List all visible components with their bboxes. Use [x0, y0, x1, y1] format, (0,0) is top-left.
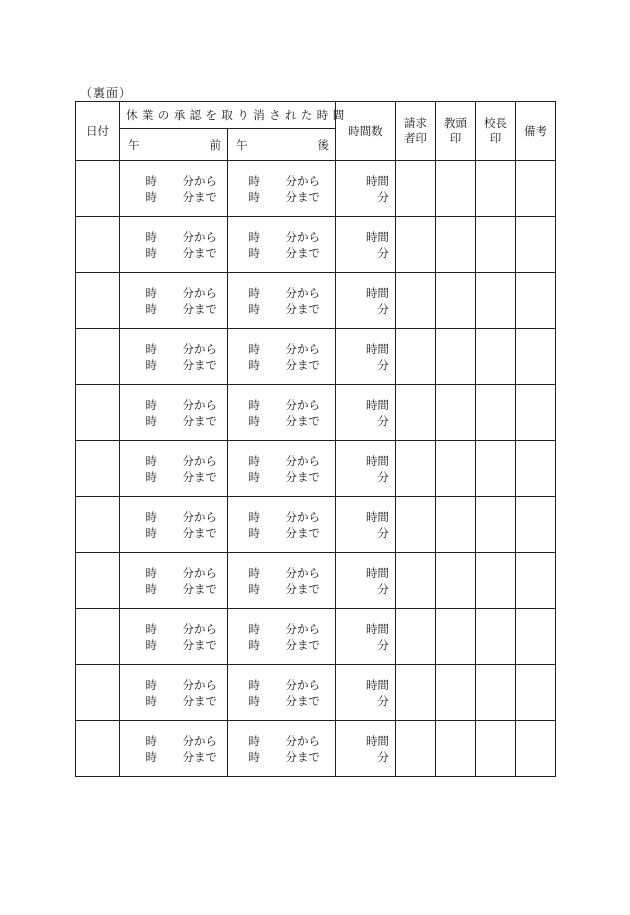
pm-time-cell[interactable]	[228, 385, 336, 441]
am-to-line	[125, 581, 227, 597]
pm-to-hour: 時	[248, 637, 260, 652]
header-requester-seal	[396, 102, 436, 161]
pm-to-hour: 時	[248, 749, 260, 764]
pm-to-line	[228, 245, 335, 261]
am-to-hour: 時	[145, 693, 157, 708]
am-to-hour: 時	[145, 189, 157, 204]
pm-to-hour: 時	[248, 357, 260, 372]
minutes-label: 分	[377, 525, 390, 540]
pm-to-line	[228, 357, 335, 373]
am-from-minute: 分から	[182, 341, 217, 356]
table-row	[76, 553, 556, 609]
am-to-hour: 時	[145, 637, 157, 652]
hours-cell[interactable]	[336, 553, 396, 609]
header-vice-principal-seal	[436, 102, 476, 161]
requester-seal-cell[interactable]	[396, 273, 436, 329]
pm-to-hour: 時	[248, 469, 260, 484]
principal-seal-cell[interactable]	[476, 161, 516, 217]
am-from-line	[125, 173, 227, 189]
pm-from-minute: 分から	[285, 621, 320, 636]
hours-label: 時間	[366, 733, 390, 748]
am-from-minute: 分から	[182, 397, 217, 412]
pm-time-cell[interactable]	[228, 217, 336, 273]
am-to-line	[125, 245, 227, 261]
minutes-label: 分	[377, 189, 390, 204]
hours-cell[interactable]	[336, 385, 396, 441]
pm-from-minute: 分から	[285, 341, 320, 356]
header-principal-seal	[476, 102, 516, 161]
am-from-line	[125, 733, 227, 749]
pm-from-minute: 分から	[285, 285, 320, 300]
pm-from-line	[228, 229, 335, 245]
pm-to-line	[228, 525, 335, 541]
am-to-hour: 時	[145, 245, 157, 260]
hours-label: 時間	[366, 229, 390, 244]
principal-seal-cell[interactable]	[476, 497, 516, 553]
am-time-cell[interactable]	[120, 217, 228, 273]
am-to-minute: 分まで	[182, 693, 217, 708]
date-cell[interactable]	[76, 161, 120, 217]
header-vice-principal-seal-line1: 教頭	[444, 116, 468, 130]
date-cell[interactable]	[76, 273, 120, 329]
pm-to-minute: 分まで	[285, 525, 320, 540]
header-requester-seal-line1: 請求	[404, 116, 428, 130]
am-from-line	[125, 341, 227, 357]
pm-from-minute: 分から	[285, 677, 320, 692]
principal-seal-cell[interactable]	[476, 609, 516, 665]
pm-to-line	[228, 581, 335, 597]
pm-time-cell[interactable]	[228, 273, 336, 329]
header-am-left: 午	[128, 137, 140, 152]
pm-to-line	[228, 301, 335, 317]
am-from-hour: 時	[145, 229, 157, 244]
principal-seal-cell[interactable]	[476, 329, 516, 385]
pm-to-minute: 分まで	[285, 301, 320, 316]
header-approval-cancel: 休業の承認を取り消された時間	[120, 102, 336, 129]
am-to-minute: 分まで	[182, 189, 217, 204]
requester-seal-cell[interactable]	[396, 217, 436, 273]
hours-cell[interactable]	[336, 609, 396, 665]
header-hours: 時間数	[336, 102, 396, 161]
table-row	[76, 329, 556, 385]
date-cell[interactable]	[76, 329, 120, 385]
pm-to-line	[228, 413, 335, 429]
pm-to-line	[228, 469, 335, 485]
remarks-cell[interactable]	[516, 441, 556, 497]
hours-label: 時間	[366, 341, 390, 356]
requester-seal-cell[interactable]	[396, 385, 436, 441]
am-to-minute: 分まで	[182, 245, 217, 260]
hours-label: 時間	[366, 621, 390, 636]
am-from-hour: 時	[145, 397, 157, 412]
pm-from-minute: 分から	[285, 453, 320, 468]
pm-from-line	[228, 173, 335, 189]
date-cell[interactable]	[76, 609, 120, 665]
header-row-1	[76, 102, 556, 129]
am-from-hour: 時	[145, 509, 157, 524]
am-to-line	[125, 301, 227, 317]
table-row	[76, 385, 556, 441]
am-from-minute: 分から	[182, 509, 217, 524]
vice-principal-seal-cell[interactable]	[436, 329, 476, 385]
pm-time-cell[interactable]	[228, 497, 336, 553]
pm-from-minute: 分から	[285, 565, 320, 580]
vice-principal-seal-cell[interactable]	[436, 161, 476, 217]
pm-time-cell[interactable]	[228, 161, 336, 217]
header-principal-seal-line1: 校長	[484, 116, 508, 130]
hours-cell[interactable]	[336, 217, 396, 273]
pm-to-minute: 分まで	[285, 693, 320, 708]
am-from-minute: 分から	[182, 285, 217, 300]
table-row	[76, 273, 556, 329]
pm-to-minute: 分まで	[285, 581, 320, 596]
vice-principal-seal-cell[interactable]	[436, 553, 476, 609]
am-to-line	[125, 189, 227, 205]
requester-seal-cell[interactable]	[396, 497, 436, 553]
table-row	[76, 497, 556, 553]
date-cell[interactable]	[76, 665, 120, 721]
minutes-label: 分	[377, 413, 390, 428]
requester-seal-cell[interactable]	[396, 665, 436, 721]
requester-seal-cell[interactable]	[396, 161, 436, 217]
hours-cell[interactable]	[336, 161, 396, 217]
pm-to-hour: 時	[248, 189, 260, 204]
pm-from-line	[228, 397, 335, 413]
am-to-minute: 分まで	[182, 357, 217, 372]
hours-cell[interactable]	[336, 329, 396, 385]
header-principal-seal-line2: 印	[489, 131, 502, 145]
header-date: 日付	[76, 102, 120, 161]
am-to-minute: 分まで	[182, 413, 217, 428]
am-from-line	[125, 285, 227, 301]
requester-seal-cell[interactable]	[396, 609, 436, 665]
pm-to-minute: 分まで	[285, 469, 320, 484]
header-pm-left: 午	[236, 137, 248, 152]
am-from-hour: 時	[145, 621, 157, 636]
am-to-minute: 分まで	[182, 581, 217, 596]
am-from-line	[125, 509, 227, 525]
am-from-hour: 時	[145, 565, 157, 580]
am-time-cell[interactable]	[120, 161, 228, 217]
table-row	[76, 217, 556, 273]
pm-time-cell[interactable]	[228, 721, 336, 777]
pm-to-minute: 分まで	[285, 245, 320, 260]
am-to-line	[125, 637, 227, 653]
pm-from-minute: 分から	[285, 173, 320, 188]
date-cell[interactable]	[76, 721, 120, 777]
pm-to-line	[228, 189, 335, 205]
am-to-line	[125, 749, 227, 765]
pm-from-line	[228, 565, 335, 581]
vice-principal-seal-cell[interactable]	[436, 273, 476, 329]
am-to-minute: 分まで	[182, 637, 217, 652]
pm-time-cell[interactable]	[228, 609, 336, 665]
am-to-line	[125, 693, 227, 709]
pm-time-cell[interactable]	[228, 441, 336, 497]
vice-principal-seal-cell[interactable]	[436, 609, 476, 665]
pm-to-minute: 分まで	[285, 749, 320, 764]
pm-from-minute: 分から	[285, 509, 320, 524]
am-from-line	[125, 565, 227, 581]
table-row	[76, 665, 556, 721]
table-row	[76, 161, 556, 217]
pm-from-line	[228, 285, 335, 301]
remarks-cell[interactable]	[516, 329, 556, 385]
am-from-hour: 時	[145, 285, 157, 300]
principal-seal-cell[interactable]	[476, 217, 516, 273]
vice-principal-seal-cell[interactable]	[436, 441, 476, 497]
remarks-cell[interactable]	[516, 665, 556, 721]
minutes-label: 分	[377, 357, 390, 372]
remarks-cell[interactable]	[516, 721, 556, 777]
am-to-line	[125, 413, 227, 429]
am-to-minute: 分まで	[182, 469, 217, 484]
am-time-cell[interactable]	[120, 329, 228, 385]
principal-seal-cell[interactable]	[476, 721, 516, 777]
pm-time-cell[interactable]	[228, 329, 336, 385]
minutes-label: 分	[377, 637, 390, 652]
pm-from-hour: 時	[248, 621, 260, 636]
am-from-minute: 分から	[182, 229, 217, 244]
hours-label: 時間	[366, 173, 390, 188]
principal-seal-cell[interactable]	[476, 665, 516, 721]
table-row	[76, 441, 556, 497]
vice-principal-seal-cell[interactable]	[436, 721, 476, 777]
hours-cell[interactable]	[336, 721, 396, 777]
am-from-minute: 分から	[182, 565, 217, 580]
remarks-cell[interactable]	[516, 497, 556, 553]
pm-time-cell[interactable]	[228, 553, 336, 609]
pm-from-hour: 時	[248, 341, 260, 356]
am-from-line	[125, 397, 227, 413]
principal-seal-cell[interactable]	[476, 385, 516, 441]
am-to-line	[125, 357, 227, 373]
am-from-line	[125, 621, 227, 637]
hours-cell[interactable]	[336, 665, 396, 721]
header-remarks: 備考	[516, 102, 556, 161]
pm-to-hour: 時	[248, 525, 260, 540]
remarks-cell[interactable]	[516, 553, 556, 609]
hours-label: 時間	[366, 677, 390, 692]
pm-from-minute: 分から	[285, 733, 320, 748]
pm-from-hour: 時	[248, 453, 260, 468]
am-time-cell[interactable]	[120, 721, 228, 777]
pm-from-hour: 時	[248, 733, 260, 748]
am-from-line	[125, 229, 227, 245]
hours-cell[interactable]	[336, 441, 396, 497]
requester-seal-cell[interactable]	[396, 329, 436, 385]
pm-from-minute: 分から	[285, 397, 320, 412]
header-am-right: 前	[209, 137, 221, 152]
header-requester-seal-line2: 者印	[404, 131, 428, 145]
pm-to-line	[228, 693, 335, 709]
pm-from-hour: 時	[248, 677, 260, 692]
am-to-hour: 時	[145, 525, 157, 540]
am-time-cell[interactable]	[120, 385, 228, 441]
am-time-cell[interactable]	[120, 665, 228, 721]
pm-to-minute: 分まで	[285, 189, 320, 204]
requester-seal-cell[interactable]	[396, 721, 436, 777]
date-cell[interactable]	[76, 441, 120, 497]
principal-seal-cell[interactable]	[476, 441, 516, 497]
pm-to-hour: 時	[248, 245, 260, 260]
am-time-cell[interactable]	[120, 441, 228, 497]
am-from-minute: 分から	[182, 453, 217, 468]
date-cell[interactable]	[76, 497, 120, 553]
am-time-cell[interactable]	[120, 609, 228, 665]
hours-label: 時間	[366, 565, 390, 580]
am-from-minute: 分から	[182, 621, 217, 636]
hours-label: 時間	[366, 509, 390, 524]
am-from-hour: 時	[145, 453, 157, 468]
remarks-cell[interactable]	[516, 273, 556, 329]
remarks-cell[interactable]	[516, 161, 556, 217]
minutes-label: 分	[377, 469, 390, 484]
pm-from-hour: 時	[248, 565, 260, 580]
am-to-hour: 時	[145, 413, 157, 428]
am-to-minute: 分まで	[182, 301, 217, 316]
pm-to-minute: 分まで	[285, 413, 320, 428]
hours-cell[interactable]	[336, 273, 396, 329]
pm-to-minute: 分まで	[285, 357, 320, 372]
am-time-cell[interactable]	[120, 553, 228, 609]
table-row	[76, 609, 556, 665]
am-to-minute: 分まで	[182, 749, 217, 764]
requester-seal-cell[interactable]	[396, 441, 436, 497]
pm-from-hour: 時	[248, 397, 260, 412]
pm-to-hour: 時	[248, 413, 260, 428]
date-cell[interactable]	[76, 553, 120, 609]
time-cancellation-table	[75, 101, 556, 777]
remarks-cell[interactable]	[516, 385, 556, 441]
am-to-hour: 時	[145, 357, 157, 372]
am-to-line	[125, 469, 227, 485]
am-to-line	[125, 525, 227, 541]
am-to-minute: 分まで	[182, 525, 217, 540]
am-to-hour: 時	[145, 469, 157, 484]
pm-from-minute: 分から	[285, 229, 320, 244]
pm-from-line	[228, 621, 335, 637]
hours-label: 時間	[366, 285, 390, 300]
am-from-hour: 時	[145, 677, 157, 692]
am-to-hour: 時	[145, 581, 157, 596]
pm-from-line	[228, 509, 335, 525]
remarks-cell[interactable]	[516, 217, 556, 273]
pm-to-hour: 時	[248, 693, 260, 708]
am-time-cell[interactable]	[120, 497, 228, 553]
pm-to-line	[228, 637, 335, 653]
pm-from-hour: 時	[248, 229, 260, 244]
am-to-hour: 時	[145, 301, 157, 316]
hours-label: 時間	[366, 397, 390, 412]
am-from-minute: 分から	[182, 173, 217, 188]
minutes-label: 分	[377, 581, 390, 596]
pm-time-cell[interactable]	[228, 665, 336, 721]
minutes-label: 分	[377, 693, 390, 708]
pm-from-line	[228, 733, 335, 749]
table-row	[76, 721, 556, 777]
vice-principal-seal-cell[interactable]	[436, 497, 476, 553]
minutes-label: 分	[377, 245, 390, 260]
vice-principal-seal-cell[interactable]	[436, 385, 476, 441]
am-from-hour: 時	[145, 733, 157, 748]
am-from-minute: 分から	[182, 677, 217, 692]
am-from-line	[125, 677, 227, 693]
vice-principal-seal-cell[interactable]	[436, 665, 476, 721]
hours-label: 時間	[366, 453, 390, 468]
pm-to-hour: 時	[248, 301, 260, 316]
am-from-hour: 時	[145, 173, 157, 188]
minutes-label: 分	[377, 749, 390, 764]
am-to-hour: 時	[145, 749, 157, 764]
date-cell[interactable]	[76, 385, 120, 441]
hours-cell[interactable]	[336, 497, 396, 553]
pm-from-line	[228, 677, 335, 693]
pm-from-line	[228, 453, 335, 469]
page-label: （裏面）	[80, 86, 133, 100]
principal-seal-cell[interactable]	[476, 553, 516, 609]
minutes-label: 分	[377, 301, 390, 316]
principal-seal-cell[interactable]	[476, 273, 516, 329]
header-pm-right: 後	[317, 137, 330, 152]
header-am	[120, 129, 228, 161]
am-from-hour: 時	[145, 341, 157, 356]
pm-from-hour: 時	[248, 173, 260, 188]
am-time-cell[interactable]	[120, 273, 228, 329]
am-from-line	[125, 453, 227, 469]
date-cell[interactable]	[76, 217, 120, 273]
pm-from-hour: 時	[248, 509, 260, 524]
vice-principal-seal-cell[interactable]	[436, 217, 476, 273]
header-pm	[228, 129, 336, 161]
am-from-minute: 分から	[182, 733, 217, 748]
pm-from-line	[228, 341, 335, 357]
pm-from-hour: 時	[248, 285, 260, 300]
requester-seal-cell[interactable]	[396, 553, 436, 609]
remarks-cell[interactable]	[516, 609, 556, 665]
pm-to-minute: 分まで	[285, 637, 320, 652]
pm-to-line	[228, 749, 335, 765]
pm-to-hour: 時	[248, 581, 260, 596]
header-vice-principal-seal-line2: 印	[449, 131, 462, 145]
